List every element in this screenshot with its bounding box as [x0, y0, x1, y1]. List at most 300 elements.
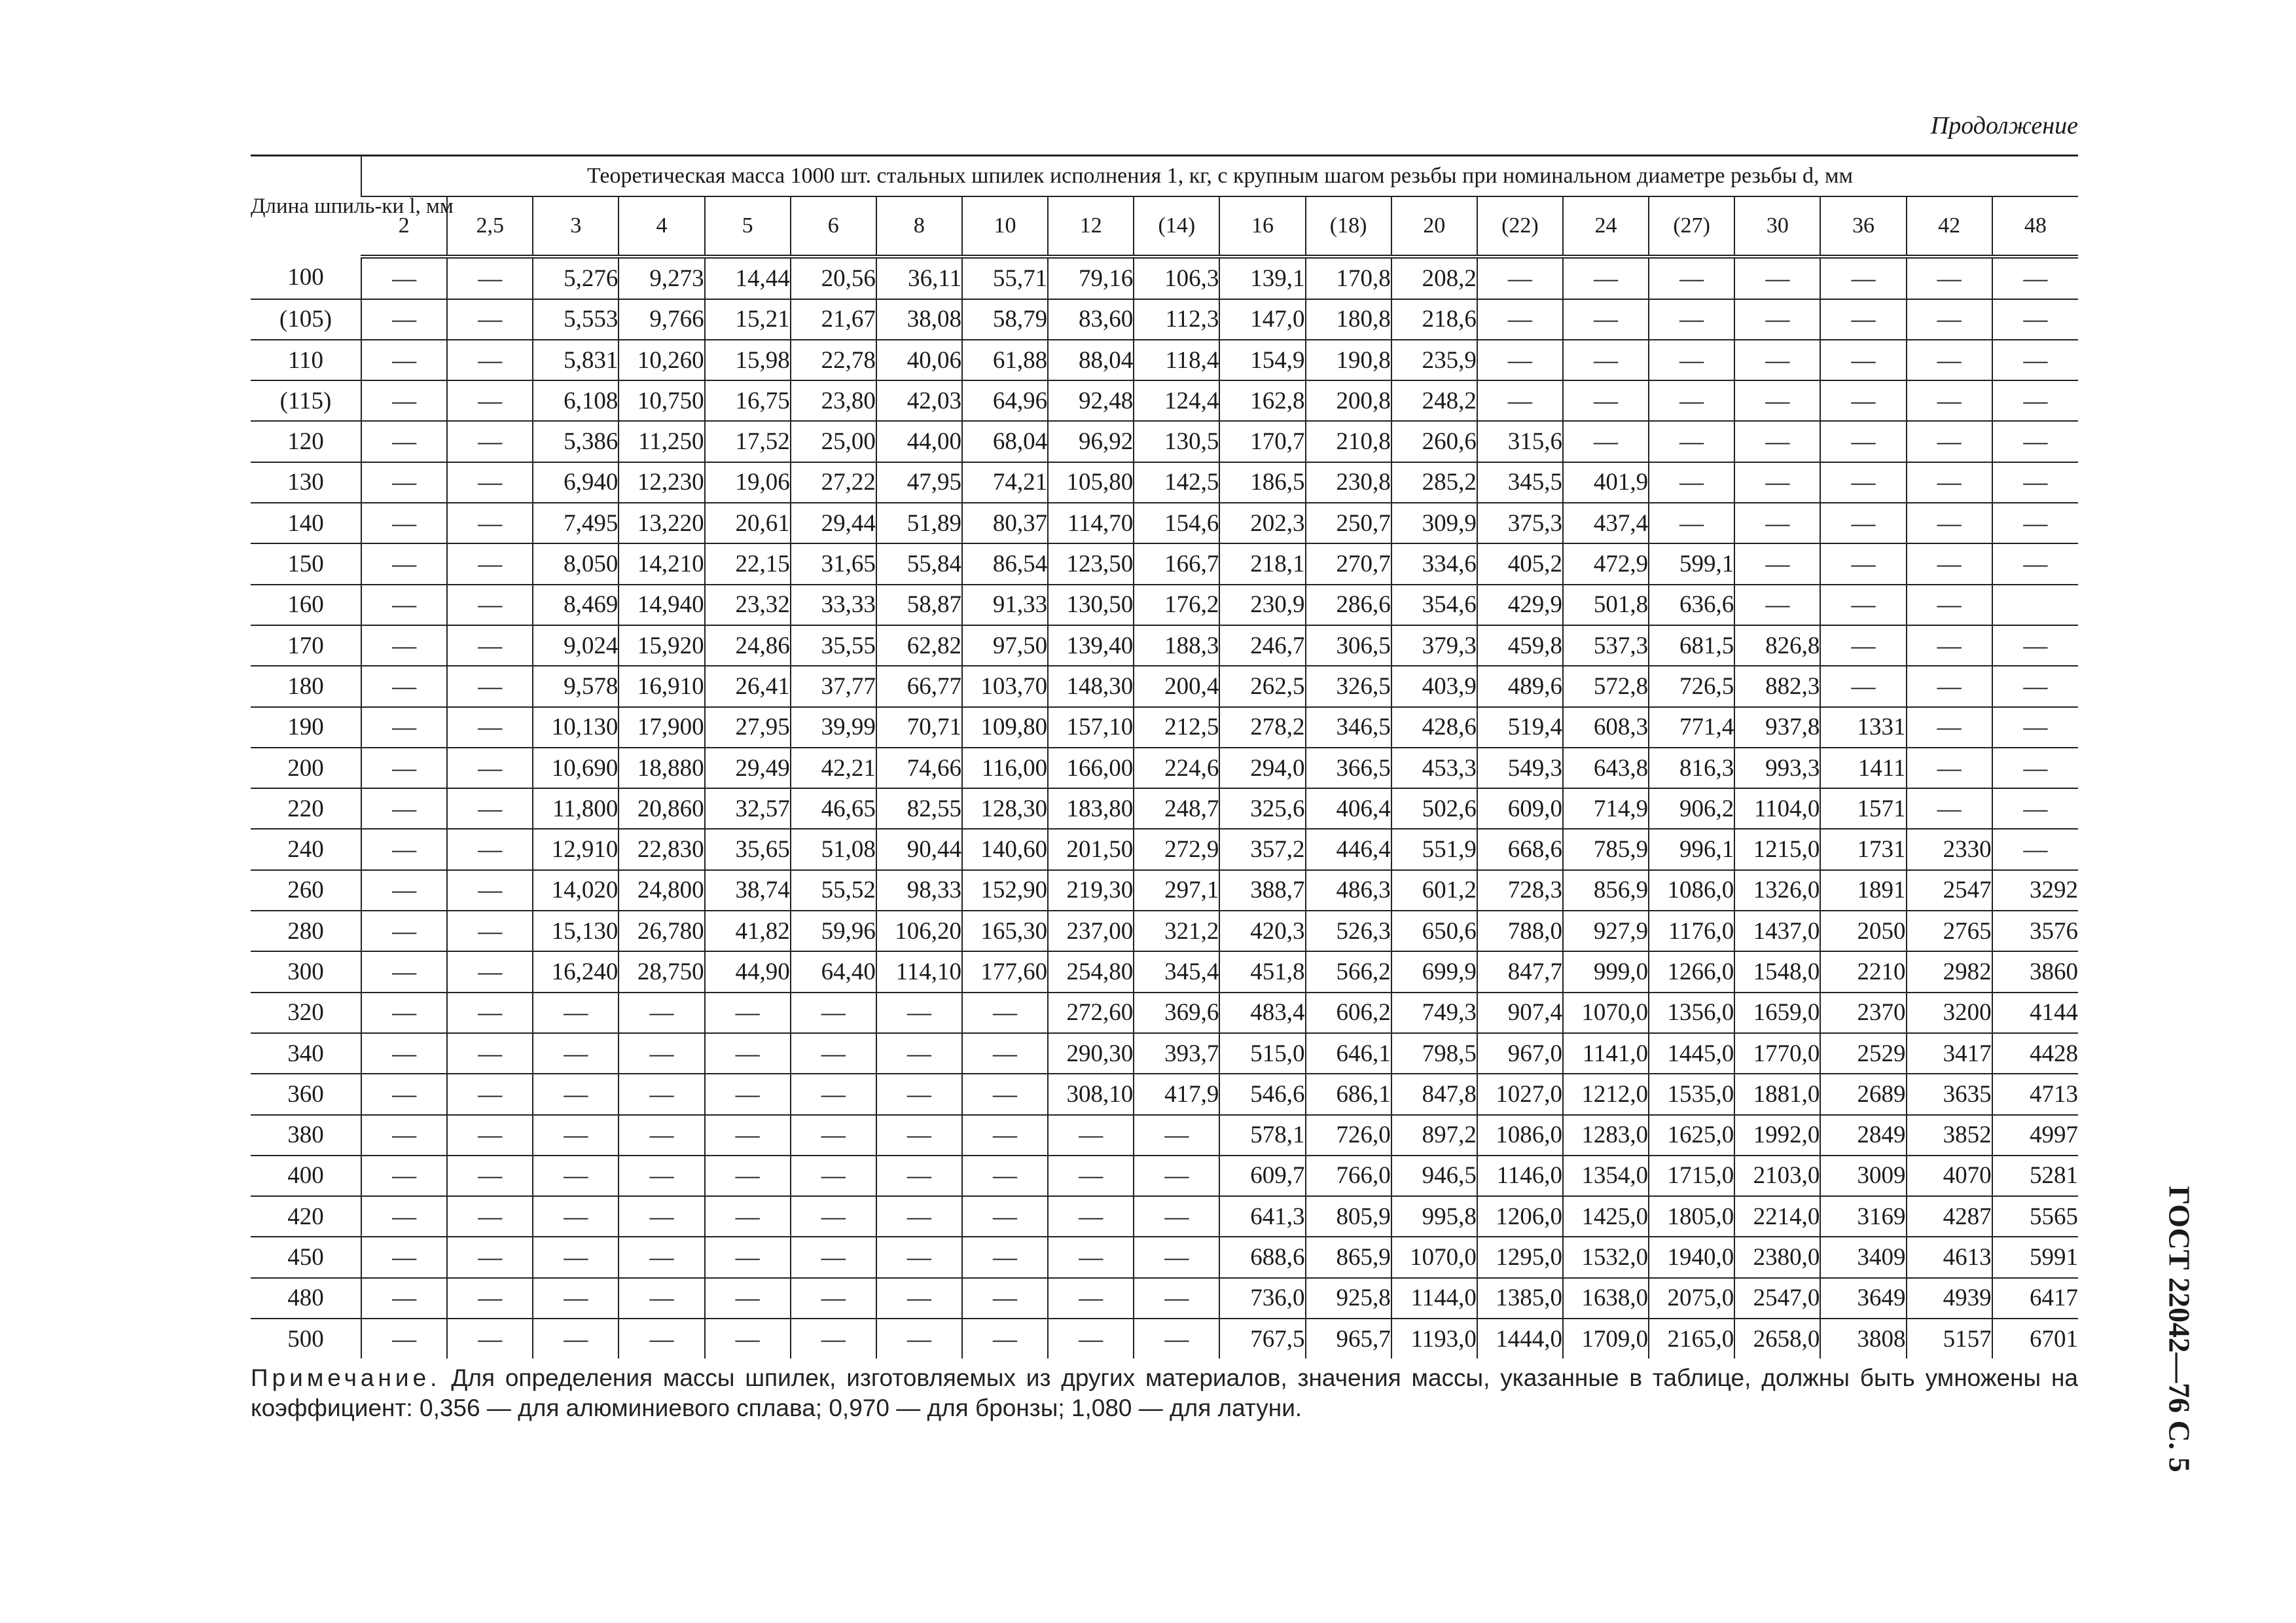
mass-cell: 805,9	[1306, 1196, 1391, 1237]
mass-cell: 1411	[1820, 748, 1906, 788]
mass-cell: 59,96	[791, 911, 876, 951]
mass-cell: —	[1820, 421, 1906, 462]
diameter-header: (22)	[1477, 196, 1563, 257]
table-body	[251, 257, 2078, 1359]
mass-cell: 90,44	[876, 829, 962, 869]
mass-cell: —	[1734, 340, 1820, 380]
mass-cell: —	[1734, 380, 1820, 421]
mass-cell: —	[1820, 543, 1906, 584]
mass-cell: —	[1907, 788, 1992, 829]
table-row	[251, 1278, 2078, 1319]
mass-cell: 116,00	[962, 748, 1048, 788]
mass-cell: 51,08	[791, 829, 876, 869]
mass-cell: —	[962, 1278, 1048, 1319]
mass-cell: 606,2	[1306, 993, 1391, 1033]
mass-cell: 37,77	[791, 666, 876, 706]
mass-cell: 551,9	[1391, 829, 1477, 869]
mass-cell: 321,2	[1134, 911, 1219, 951]
mass-cell: —	[1563, 380, 1649, 421]
mass-cell: 15,130	[533, 911, 619, 951]
mass-cell: 16,75	[705, 380, 791, 421]
mass-cell: —	[447, 299, 533, 340]
mass-cell: —	[1734, 421, 1820, 462]
mass-cell: —	[962, 1156, 1048, 1196]
mass-cell: —	[447, 625, 533, 666]
mass-cell: 446,4	[1306, 829, 1391, 869]
length-cell: 380	[251, 1115, 361, 1156]
mass-cell: —	[447, 951, 533, 992]
mass-cell: 66,77	[876, 666, 962, 706]
mass-cell: 1532,0	[1563, 1237, 1649, 1277]
mass-cell: 334,6	[1391, 543, 1477, 584]
mass-cell: —	[1134, 1319, 1219, 1359]
mass-cell: 1086,0	[1477, 1115, 1563, 1156]
mass-cell: 15,98	[705, 340, 791, 380]
mass-cell: 166,00	[1048, 748, 1134, 788]
mass-cell: —	[361, 748, 447, 788]
mass-cell: —	[361, 340, 447, 380]
mass-cell: 599,1	[1649, 543, 1734, 584]
mass-cell: —	[1048, 1196, 1134, 1237]
mass-cell: 646,1	[1306, 1033, 1391, 1074]
mass-cell: —	[619, 1278, 704, 1319]
mass-column-group-header: Теоретическая масса 1000 шт. стальных шпилек исполнения 1, кг, с крупным шагом резьбы при номинальном диаметре резьбы d, мм	[361, 156, 2078, 197]
mass-cell: —	[1992, 829, 2078, 869]
mass-cell: 278,2	[1219, 707, 1305, 748]
mass-cell: —	[361, 1278, 447, 1319]
mass-cell: 308,10	[1048, 1074, 1134, 1114]
mass-cell: 186,5	[1219, 462, 1305, 503]
mass-cell: 124,4	[1134, 380, 1219, 421]
mass-cell: 2529	[1820, 1033, 1906, 1074]
mass-cell: 5,831	[533, 340, 619, 380]
mass-cell: 6417	[1992, 1278, 2078, 1319]
mass-cell: 907,4	[1477, 993, 1563, 1033]
mass-cell: 3409	[1820, 1237, 1906, 1277]
mass-cell: 1715,0	[1649, 1156, 1734, 1196]
mass-cell: 405,2	[1477, 543, 1563, 584]
header-row-1	[251, 156, 2078, 197]
mass-cell: —	[1992, 666, 2078, 706]
mass-cell: 212,5	[1134, 707, 1219, 748]
mass-cell: 1571	[1820, 788, 1906, 829]
mass-cell: —	[705, 993, 791, 1033]
mass-cell: 699,9	[1391, 951, 1477, 992]
mass-cell: 995,8	[1391, 1196, 1477, 1237]
mass-cell: 128,30	[962, 788, 1048, 829]
mass-cell: 369,6	[1134, 993, 1219, 1033]
mass-cell: 5,386	[533, 421, 619, 462]
mass-cell: 64,96	[962, 380, 1048, 421]
mass-cell: —	[876, 993, 962, 1033]
mass-cell: 32,57	[705, 788, 791, 829]
mass-cell: 767,5	[1219, 1319, 1305, 1359]
mass-cell: —	[1992, 340, 2078, 380]
mass-cell: —	[876, 1033, 962, 1074]
mass-cell: —	[361, 1319, 447, 1359]
mass-cell: 112,3	[1134, 299, 1219, 340]
mass-cell: 771,4	[1649, 707, 1734, 748]
mass-cell: 325,6	[1219, 788, 1305, 829]
mass-cell: —	[361, 951, 447, 992]
mass-cell: 29,49	[705, 748, 791, 788]
note-label: Примечание.	[251, 1364, 441, 1391]
mass-cell: —	[361, 707, 447, 748]
mass-cell: —	[1649, 380, 1734, 421]
mass-cell: 11,800	[533, 788, 619, 829]
mass-cell: —	[1992, 707, 2078, 748]
mass-cell: 15,21	[705, 299, 791, 340]
mass-cell: —	[447, 1074, 533, 1114]
mass-cell: 3576	[1992, 911, 2078, 951]
table-row	[251, 666, 2078, 706]
table-row	[251, 257, 2078, 299]
mass-cell: 2330	[1907, 829, 1992, 869]
mass-cell: —	[705, 1156, 791, 1196]
mass-cell: 420,3	[1219, 911, 1305, 951]
mass-cell: 114,70	[1048, 503, 1134, 543]
mass-cell: 1331	[1820, 707, 1906, 748]
mass-cell: 165,30	[962, 911, 1048, 951]
mass-cell: —	[1563, 421, 1649, 462]
mass-cell: —	[791, 1237, 876, 1277]
mass-cell: 388,7	[1219, 870, 1305, 911]
mass-cell: —	[533, 1237, 619, 1277]
diameter-header-row	[251, 196, 2078, 257]
mass-cell: 882,3	[1734, 666, 1820, 706]
mass-cell: 74,66	[876, 748, 962, 788]
mass-cell: 2689	[1820, 1074, 1906, 1114]
mass-cell: 20,860	[619, 788, 704, 829]
mass-cell: 64,40	[791, 951, 876, 992]
diameter-header: 42	[1907, 196, 1992, 257]
mass-cell: 856,9	[1563, 870, 1649, 911]
mass-cell: 736,0	[1219, 1278, 1305, 1319]
mass-cell: 38,08	[876, 299, 962, 340]
mass-cell: —	[619, 1156, 704, 1196]
mass-cell: —	[361, 1033, 447, 1074]
mass-cell: 9,024	[533, 625, 619, 666]
mass-cell: 9,578	[533, 666, 619, 706]
mass-cell: —	[962, 1033, 1048, 1074]
mass-cell: 142,5	[1134, 462, 1219, 503]
mass-cell: 1444,0	[1477, 1319, 1563, 1359]
mass-cell: 472,9	[1563, 543, 1649, 584]
mass-cell: —	[1134, 1278, 1219, 1319]
mass-cell: 46,65	[791, 788, 876, 829]
length-cell: 300	[251, 951, 361, 992]
mass-cell: —	[962, 1074, 1048, 1114]
mass-cell: 401,9	[1563, 462, 1649, 503]
mass-cell: 5157	[1907, 1319, 1992, 1359]
mass-cell: 210,8	[1306, 421, 1391, 462]
mass-cell: 1070,0	[1391, 1237, 1477, 1277]
mass-cell: 429,9	[1477, 585, 1563, 625]
mass-cell: 4613	[1907, 1237, 1992, 1277]
mass-cell: —	[1649, 257, 1734, 299]
mass-cell: 681,5	[1649, 625, 1734, 666]
mass-cell: 3649	[1820, 1278, 1906, 1319]
mass-cell: 148,30	[1048, 666, 1134, 706]
diameter-header: 8	[876, 196, 962, 257]
mass-cell: —	[1820, 585, 1906, 625]
standard-page-label: ГОСТ 22042—76 С. 5	[2162, 1186, 2197, 1472]
mass-cell: —	[447, 462, 533, 503]
length-cell: 130	[251, 462, 361, 503]
mass-cell: 106,3	[1134, 257, 1219, 299]
mass-cell: 147,0	[1219, 299, 1305, 340]
mass-cell: 906,2	[1649, 788, 1734, 829]
length-column-header: Длина шпиль-ки l, мм	[251, 156, 361, 257]
mass-cell: —	[1734, 299, 1820, 340]
mass-cell: —	[1992, 503, 2078, 543]
mass-cell: 61,88	[962, 340, 1048, 380]
mass-cell: 177,60	[962, 951, 1048, 992]
mass-cell: 29,44	[791, 503, 876, 543]
mass-cell: —	[705, 1033, 791, 1074]
mass-cell: 3169	[1820, 1196, 1906, 1237]
length-cell: 180	[251, 666, 361, 706]
table-row	[251, 748, 2078, 788]
mass-cell: —	[1820, 380, 1906, 421]
mass-cell: 346,5	[1306, 707, 1391, 748]
mass-cell: —	[1992, 421, 2078, 462]
diameter-header: 2	[361, 196, 447, 257]
mass-cell: 183,80	[1048, 788, 1134, 829]
mass-cell: 91,33	[962, 585, 1048, 625]
mass-cell: 1992,0	[1734, 1115, 1820, 1156]
mass-cell: 572,8	[1563, 666, 1649, 706]
mass-cell: 10,130	[533, 707, 619, 748]
mass-cell: 68,04	[962, 421, 1048, 462]
mass-cell: —	[361, 625, 447, 666]
mass-cell: 609,0	[1477, 788, 1563, 829]
mass-cell: —	[1563, 257, 1649, 299]
mass-cell: —	[1992, 625, 2078, 666]
mass-cell: 109,80	[962, 707, 1048, 748]
mass-cell: —	[447, 421, 533, 462]
length-cell: 170	[251, 625, 361, 666]
mass-cell: —	[876, 1237, 962, 1277]
mass-cell: 1212,0	[1563, 1074, 1649, 1114]
mass-cell: 27,22	[791, 462, 876, 503]
mass-cell: —	[447, 829, 533, 869]
mass-cell: 1146,0	[1477, 1156, 1563, 1196]
mass-cell: 14,940	[619, 585, 704, 625]
mass-cell: 23,80	[791, 380, 876, 421]
mass-cell: 417,9	[1134, 1074, 1219, 1114]
table-row	[251, 503, 2078, 543]
mass-cell: —	[361, 788, 447, 829]
mass-cell: 38,74	[705, 870, 791, 911]
mass-cell: —	[876, 1319, 962, 1359]
mass-cell: 1891	[1820, 870, 1906, 911]
mass-cell: 248,2	[1391, 380, 1477, 421]
mass-cell: 2165,0	[1649, 1319, 1734, 1359]
note-text: Для определения массы шпилек, изготовляемых из других материалов, значения массы, указанные в таблице, должны быть умножены на коэффициент: 0,356 — для алюминиевого сплава; 0,970 — для бронзы; 1,080 — для латуни.	[251, 1364, 2078, 1421]
mass-cell: —	[1477, 380, 1563, 421]
mass-cell: 5,276	[533, 257, 619, 299]
mass-cell: 1535,0	[1649, 1074, 1734, 1114]
mass-cell: 14,44	[705, 257, 791, 299]
mass-cell: 1356,0	[1649, 993, 1734, 1033]
mass-cell: 925,8	[1306, 1278, 1391, 1319]
mass-cell: —	[876, 1115, 962, 1156]
mass-cell: 453,3	[1391, 748, 1477, 788]
diameter-header: (14)	[1134, 196, 1219, 257]
mass-cell: —	[361, 1156, 447, 1196]
mass-cell: 74,21	[962, 462, 1048, 503]
mass-cell: 537,3	[1563, 625, 1649, 666]
mass-cell: 2075,0	[1649, 1278, 1734, 1319]
mass-cell: 967,0	[1477, 1033, 1563, 1074]
table-row	[251, 1115, 2078, 1156]
mass-cell: 5,553	[533, 299, 619, 340]
mass-cell: —	[1563, 299, 1649, 340]
mass-cell: —	[1649, 462, 1734, 503]
mass-cell: 1437,0	[1734, 911, 1820, 951]
mass-cell: 24,86	[705, 625, 791, 666]
table-note	[251, 1363, 2078, 1423]
mass-cell: 114,10	[876, 951, 962, 992]
mass-cell: 1266,0	[1649, 951, 1734, 992]
mass-cell: —	[1477, 340, 1563, 380]
mass-cell: 1659,0	[1734, 993, 1820, 1033]
mass-cell: 188,3	[1134, 625, 1219, 666]
mass-cell: 306,5	[1306, 625, 1391, 666]
mass-cell: 11,250	[619, 421, 704, 462]
mass-cell: 1770,0	[1734, 1033, 1820, 1074]
mass-cell: 345,5	[1477, 462, 1563, 503]
mass-cell: 290,30	[1048, 1033, 1134, 1074]
mass-cell: 345,4	[1134, 951, 1219, 992]
length-cell: 400	[251, 1156, 361, 1196]
mass-cell: 36,11	[876, 257, 962, 299]
mass-cell: —	[1907, 707, 1992, 748]
mass-cell: 608,3	[1563, 707, 1649, 748]
mass-cell: —	[1907, 380, 1992, 421]
mass-cell: —	[1477, 299, 1563, 340]
mass-cell: 92,48	[1048, 380, 1134, 421]
mass-cell: —	[533, 993, 619, 1033]
mass-cell: 483,4	[1219, 993, 1305, 1033]
diameter-header: (18)	[1306, 196, 1391, 257]
table-row	[251, 299, 2078, 340]
length-cell: 190	[251, 707, 361, 748]
mass-cell: —	[876, 1196, 962, 1237]
mass-cell: —	[361, 911, 447, 951]
mass-cell: 578,1	[1219, 1115, 1305, 1156]
mass-cell: 4144	[1992, 993, 2078, 1033]
mass-cell: —	[705, 1074, 791, 1114]
mass-cell: —	[361, 1196, 447, 1237]
length-cell: 100	[251, 257, 361, 299]
mass-cell: 641,3	[1219, 1196, 1305, 1237]
mass-cell: 501,8	[1563, 585, 1649, 625]
mass-cell: 1425,0	[1563, 1196, 1649, 1237]
mass-cell: —	[876, 1156, 962, 1196]
mass-cell: 1215,0	[1734, 829, 1820, 869]
mass-cell: —	[1907, 462, 1992, 503]
mass-cell	[1992, 585, 2078, 625]
mass-cell: —	[447, 1033, 533, 1074]
mass-cell: —	[447, 1319, 533, 1359]
mass-cell: 3417	[1907, 1033, 1992, 1074]
mass-cell: —	[447, 1278, 533, 1319]
mass-cell: 847,8	[1391, 1074, 1477, 1114]
mass-cell: 6701	[1992, 1319, 2078, 1359]
mass-cell: 357,2	[1219, 829, 1305, 869]
mass-cell: 202,3	[1219, 503, 1305, 543]
mass-cell: —	[1048, 1319, 1134, 1359]
mass-cell: 636,6	[1649, 585, 1734, 625]
mass-cell: —	[447, 1196, 533, 1237]
mass-cell: 749,3	[1391, 993, 1477, 1033]
mass-cell: —	[619, 993, 704, 1033]
length-cell: 120	[251, 421, 361, 462]
length-cell: 340	[251, 1033, 361, 1074]
diameter-header: 6	[791, 196, 876, 257]
mass-cell: —	[791, 993, 876, 1033]
diameter-header: 48	[1992, 196, 2078, 257]
mass-cell: 9,273	[619, 257, 704, 299]
mass-cell: —	[361, 380, 447, 421]
mass-cell: 2547	[1907, 870, 1992, 911]
mass-cell: 162,8	[1219, 380, 1305, 421]
mass-cell: 166,7	[1134, 543, 1219, 584]
mass-cell: 2658,0	[1734, 1319, 1820, 1359]
mass-cell: 1625,0	[1649, 1115, 1734, 1156]
mass-cell: 44,90	[705, 951, 791, 992]
mass-cell: 3808	[1820, 1319, 1906, 1359]
mass-cell: —	[533, 1074, 619, 1114]
mass-cell: 35,65	[705, 829, 791, 869]
mass-cell: 1141,0	[1563, 1033, 1649, 1074]
mass-cell: 4939	[1907, 1278, 1992, 1319]
mass-cell: 88,04	[1048, 340, 1134, 380]
mass-cell: 428,6	[1391, 707, 1477, 748]
length-cell: 450	[251, 1237, 361, 1277]
mass-cell: 35,55	[791, 625, 876, 666]
mass-cell: 688,6	[1219, 1237, 1305, 1277]
table-row	[251, 462, 2078, 503]
mass-cell: —	[619, 1196, 704, 1237]
mass-cell: 18,880	[619, 748, 704, 788]
mass-cell: 502,6	[1391, 788, 1477, 829]
mass-cell: 1206,0	[1477, 1196, 1563, 1237]
mass-cell: 3860	[1992, 951, 2078, 992]
mass-cell: —	[1907, 503, 1992, 543]
mass-cell: —	[1734, 543, 1820, 584]
mass-cell: 8,050	[533, 543, 619, 584]
mass-cell: 375,3	[1477, 503, 1563, 543]
mass-cell: —	[361, 870, 447, 911]
table-row	[251, 625, 2078, 666]
mass-cell: 58,79	[962, 299, 1048, 340]
length-cell: 150	[251, 543, 361, 584]
mass-cell: 566,2	[1306, 951, 1391, 992]
mass-cell: 999,0	[1563, 951, 1649, 992]
mass-cell: 130,5	[1134, 421, 1219, 462]
mass-cell: 230,8	[1306, 462, 1391, 503]
mass-cell: —	[447, 543, 533, 584]
mass-cell: 1283,0	[1563, 1115, 1649, 1156]
table-row	[251, 543, 2078, 584]
mass-cell: 42,03	[876, 380, 962, 421]
mass-cell: 766,0	[1306, 1156, 1391, 1196]
mass-cell: —	[1820, 462, 1906, 503]
mass-cell: 218,1	[1219, 543, 1305, 584]
